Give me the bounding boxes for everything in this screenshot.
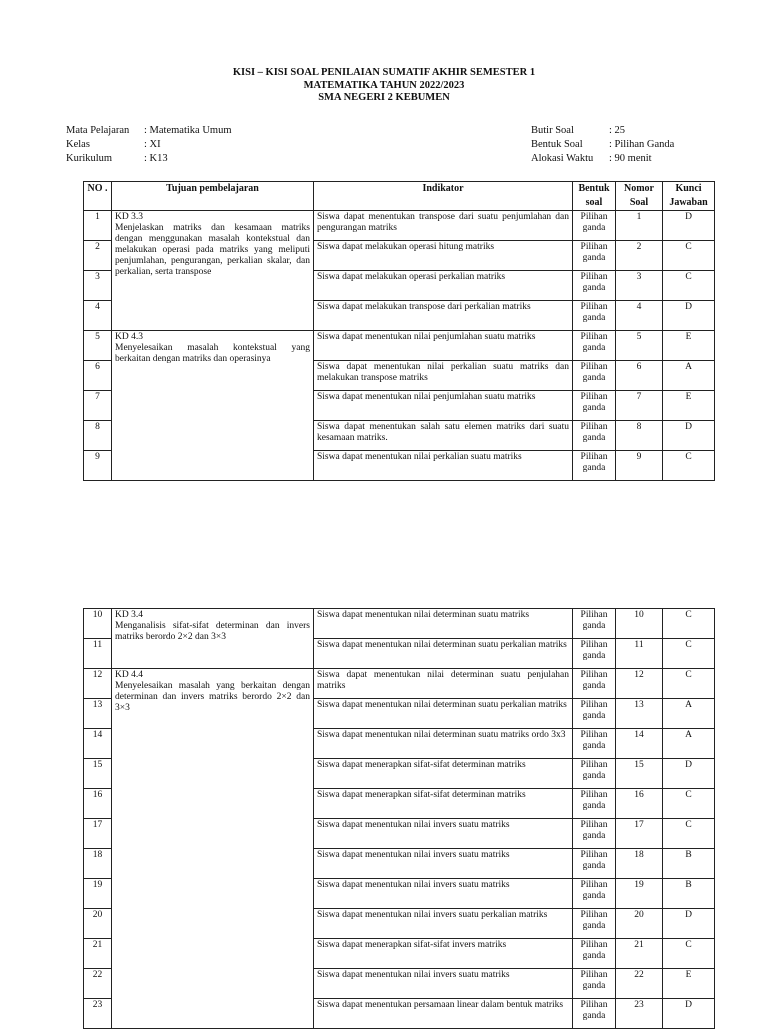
bentuk-soal-cell: Pilihan ganda [573,999,616,1029]
bentuk-soal-cell: Pilihan ganda [573,241,616,271]
row-no: 1 [84,211,112,241]
bentuk-soal-cell: Pilihan ganda [573,451,616,481]
tujuan-cell [112,999,314,1029]
tujuan-cell [112,211,314,277]
meta-label: Bentuk Soal [531,139,583,150]
table-row [84,391,715,421]
table-row [84,451,715,481]
table-row [84,421,715,451]
bentuk-soal-cell: Pilihan ganda [573,789,616,819]
document-title [0,67,768,105]
indikator-cell: Siswa dapat menentukan nilai determinan suatu perkalian matriks [314,639,573,669]
indikator-cell: Siswa dapat menentukan nilai invers suatu perkalian matriks [314,909,573,939]
header-no: NO . [84,182,112,211]
kunci-jawaban-cell: C [663,819,715,849]
kd-description: Menjelaskan matriks dan kesamaan matriks dengan menggunakan masalah kontekstual dan melakukan operasi pada matriks yang meliputi penjumlahan, pengurangan, perkalian skalar, dan perkalian, serta transpose [115,223,310,277]
tujuan-text [115,332,310,365]
indikator-cell: Siswa dapat menentukan nilai determinan suatu matriks [314,609,573,639]
row-no: 19 [84,879,112,909]
bentuk-soal-cell: Pilihan ganda [573,391,616,421]
table-row [84,669,715,699]
nomor-soal-cell: 6 [616,361,663,391]
indikator-cell: Siswa dapat menentukan transpose dari suatu penjumlahan dan pengurangan matriks [314,211,573,241]
table-row [84,361,715,391]
kunci-jawaban-cell: C [663,271,715,301]
bentuk-soal-cell: Pilihan ganda [573,969,616,999]
meta-left [66,124,232,166]
nomor-soal-cell: 21 [616,939,663,969]
kunci-jawaban-cell: A [663,699,715,729]
nomor-soal-cell: 3 [616,271,663,301]
nomor-soal-cell: 15 [616,759,663,789]
indikator-cell: Siswa dapat menentukan nilai perkalian suatu matriks dan melakukan transpose matriks [314,361,573,391]
nomor-soal-cell: 10 [616,609,663,639]
row-no: 7 [84,391,112,421]
bentuk-soal-cell: Pilihan ganda [573,361,616,391]
row-no: 16 [84,789,112,819]
tujuan-cell [112,819,314,849]
bentuk-soal-cell: Pilihan ganda [573,271,616,301]
tujuan-cell [112,939,314,969]
row-no: 10 [84,609,112,639]
nomor-soal-cell: 7 [616,391,663,421]
kd-code: KD 3.4 [115,610,143,620]
row-no: 14 [84,729,112,759]
table-row [84,639,715,669]
tujuan-cell [112,639,314,669]
tujuan-text [115,212,310,278]
tujuan-cell [112,391,314,421]
kunci-jawaban-cell: E [663,391,715,421]
header-tujuan: Tujuan pembelajaran [112,182,314,211]
tujuan-cell [112,729,314,759]
meta-value: : K13 [144,152,168,166]
row-no: 8 [84,421,112,451]
row-no: 3 [84,271,112,301]
table-row [84,759,715,789]
nomor-soal-cell: 22 [616,969,663,999]
bentuk-soal-cell: Pilihan ganda [573,879,616,909]
indikator-cell: Siswa dapat menerapkan sifat-sifat invers matriks [314,939,573,969]
header-indikator: Indikator [314,182,573,211]
indikator-cell: Siswa dapat menentukan nilai determinan suatu perkalian matriks [314,699,573,729]
bentuk-soal-cell: Pilihan ganda [573,301,616,331]
row-no: 9 [84,451,112,481]
kunci-jawaban-cell: E [663,969,715,999]
table-row [84,211,715,241]
row-no: 18 [84,849,112,879]
tujuan-cell [112,451,314,481]
table-row [84,331,715,361]
meta-value: : 90 menit [609,152,652,166]
nomor-soal-cell: 4 [616,301,663,331]
indikator-cell: Siswa dapat melakukan transpose dari perkalian matriks [314,301,573,331]
kunci-jawaban-cell: E [663,331,715,361]
row-no: 15 [84,759,112,789]
kunci-jawaban-cell: C [663,939,715,969]
meta-right [531,124,674,166]
nomor-soal-cell: 19 [616,879,663,909]
nomor-soal-cell: 5 [616,331,663,361]
row-no: 17 [84,819,112,849]
meta-label: Kelas [66,139,90,150]
bentuk-soal-cell: Pilihan ganda [573,939,616,969]
kunci-jawaban-cell: B [663,879,715,909]
tujuan-cell [112,421,314,451]
table-row [84,939,715,969]
nomor-soal-cell: 17 [616,819,663,849]
bentuk-soal-cell: Pilihan ganda [573,909,616,939]
kunci-jawaban-cell: C [663,451,715,481]
kunci-jawaban-cell: D [663,909,715,939]
meta-row [531,152,674,166]
bentuk-soal-cell: Pilihan ganda [573,819,616,849]
indikator-cell: Siswa dapat melakukan operasi hitung matriks [314,241,573,271]
nomor-soal-cell: 23 [616,999,663,1029]
meta-label: Alokasi Waktu [531,153,594,164]
table-body-2 [84,609,715,1029]
table-row [84,301,715,331]
row-no: 6 [84,361,112,391]
meta-value: : Pilihan Ganda [609,138,674,152]
bentuk-soal-cell: Pilihan ganda [573,639,616,669]
kunci-jawaban-cell: D [663,421,715,451]
title-line-2: MATEMATIKA TAHUN 2022/2023 [303,79,465,91]
meta-row [531,124,674,138]
meta-label: Kurikulum [66,153,113,164]
table-row [84,909,715,939]
tujuan-cell [112,849,314,879]
header-bentuk: Bentuk soal [573,182,616,211]
row-no: 11 [84,639,112,669]
meta-value: : XI [144,138,161,152]
row-no: 20 [84,909,112,939]
kunci-jawaban-cell: A [663,361,715,391]
tujuan-cell [112,759,314,789]
tujuan-cell [112,909,314,939]
nomor-soal-cell: 2 [616,241,663,271]
indikator-cell: Siswa dapat menentukan nilai invers suatu matriks [314,819,573,849]
kisi-table-page-1 [83,181,715,481]
tujuan-cell [112,361,314,391]
bentuk-soal-cell: Pilihan ganda [573,609,616,639]
nomor-soal-cell: 12 [616,669,663,699]
nomor-soal-cell: 1 [616,211,663,241]
header-kunci: Kunci Jawaban [663,182,715,211]
indikator-cell: Siswa dapat menentukan nilai perkalian suatu matriks [314,451,573,481]
bentuk-soal-cell: Pilihan ganda [573,421,616,451]
tujuan-cell [112,609,314,642]
table-row [84,819,715,849]
indikator-cell: Siswa dapat menerapkan sifat-sifat determinan matriks [314,789,573,819]
table-row [84,879,715,909]
kunci-jawaban-cell: D [663,999,715,1029]
kunci-jawaban-cell: D [663,301,715,331]
kunci-jawaban-cell: D [663,759,715,789]
table-row [84,609,715,639]
nomor-soal-cell: 11 [616,639,663,669]
nomor-soal-cell: 16 [616,789,663,819]
nomor-soal-cell: 18 [616,849,663,879]
nomor-soal-cell: 8 [616,421,663,451]
tujuan-text [115,610,310,643]
nomor-soal-cell: 9 [616,451,663,481]
kd-description: Menganalisis sifat-sifat determinan dan invers matriks berordo 2×2 dan 3×3 [115,621,310,642]
meta-value: : Matematika Umum [144,124,232,138]
bentuk-soal-cell: Pilihan ganda [573,211,616,241]
indikator-cell: Siswa dapat menentukan persamaan linear dalam bentuk matriks [314,999,573,1029]
tujuan-cell [112,879,314,909]
row-no: 12 [84,669,112,699]
meta-label: Mata Pelajaran [66,125,130,136]
tujuan-cell [112,969,314,999]
kunci-jawaban-cell: A [663,729,715,759]
nomor-soal-cell: 14 [616,729,663,759]
bentuk-soal-cell: Pilihan ganda [573,669,616,699]
bentuk-soal-cell: Pilihan ganda [573,331,616,361]
bentuk-soal-cell: Pilihan ganda [573,729,616,759]
kd-code: KD 3.3 [115,212,143,222]
indikator-cell: Siswa dapat menentukan nilai invers suatu matriks [314,849,573,879]
indikator-cell: Siswa dapat melakukan operasi perkalian matriks [314,271,573,301]
kd-code: KD 4.3 [115,332,143,342]
row-no: 5 [84,331,112,361]
title-line-1: KISI – KISI SOAL PENILAIAN SUMATIF AKHIR SEMESTER 1 [232,67,536,78]
row-no: 2 [84,241,112,271]
tujuan-cell [112,789,314,819]
indikator-cell: Siswa dapat menentukan nilai determinan suatu penjulahan matriks [314,669,573,699]
row-no: 23 [84,999,112,1029]
table-row [84,849,715,879]
header-nomor: Nomor Soal [616,182,663,211]
kunci-jawaban-cell: C [663,639,715,669]
table-header-row [84,182,715,211]
bentuk-soal-cell: Pilihan ganda [573,699,616,729]
indikator-cell: Siswa dapat menentukan salah satu elemen matriks dari suatu kesamaan matriks. [314,421,573,451]
tujuan-cell [112,301,314,331]
table-row [84,789,715,819]
table-row [84,969,715,999]
tujuan-cell [112,331,314,364]
indikator-cell: Siswa dapat menentukan nilai determinan suatu matriks ordo 3x3 [314,729,573,759]
row-no: 21 [84,939,112,969]
row-no: 4 [84,301,112,331]
meta-row [66,124,232,138]
bentuk-soal-cell: Pilihan ganda [573,759,616,789]
indikator-cell: Siswa dapat menentukan nilai invers suatu matriks [314,879,573,909]
indikator-cell: Siswa dapat menentukan nilai invers suatu matriks [314,969,573,999]
kisi-table-page-2 [83,608,715,1029]
row-no: 22 [84,969,112,999]
meta-row [531,138,674,152]
meta-row [66,152,232,166]
indikator-cell: Siswa dapat menerapkan sifat-sifat determinan matriks [314,759,573,789]
nomor-soal-cell: 13 [616,699,663,729]
kunci-jawaban-cell: C [663,609,715,639]
kunci-jawaban-cell: C [663,789,715,819]
table-row [84,729,715,759]
tujuan-text [115,670,310,714]
bentuk-soal-cell: Pilihan ganda [573,849,616,879]
title-line-3: SMA NEGERI 2 KEBUMEN [318,92,450,103]
kunci-jawaban-cell: B [663,849,715,879]
meta-row [66,138,232,152]
meta-label: Butir Soal [531,125,574,136]
table-row [84,999,715,1029]
tujuan-cell [112,669,314,713]
meta-value: : 25 [609,124,625,138]
kd-description: Menyelesaikan masalah kontekstual yang berkaitan dengan matriks dan operasinya [115,343,310,364]
kd-code: KD 4.4 [115,670,143,680]
kd-description: Menyelesaikan masalah yang berkaitan dengan determinan dan invers matriks berordo 2×2 dan 3×3 [115,681,310,713]
row-no: 13 [84,699,112,729]
nomor-soal-cell: 20 [616,909,663,939]
kunci-jawaban-cell: C [663,669,715,699]
indikator-cell: Siswa dapat menentukan nilai penjumlahan suatu matriks [314,331,573,361]
indikator-cell: Siswa dapat menentukan nilai penjumlahan suatu matriks [314,391,573,421]
kunci-jawaban-cell: D [663,211,715,241]
kunci-jawaban-cell: C [663,241,715,271]
